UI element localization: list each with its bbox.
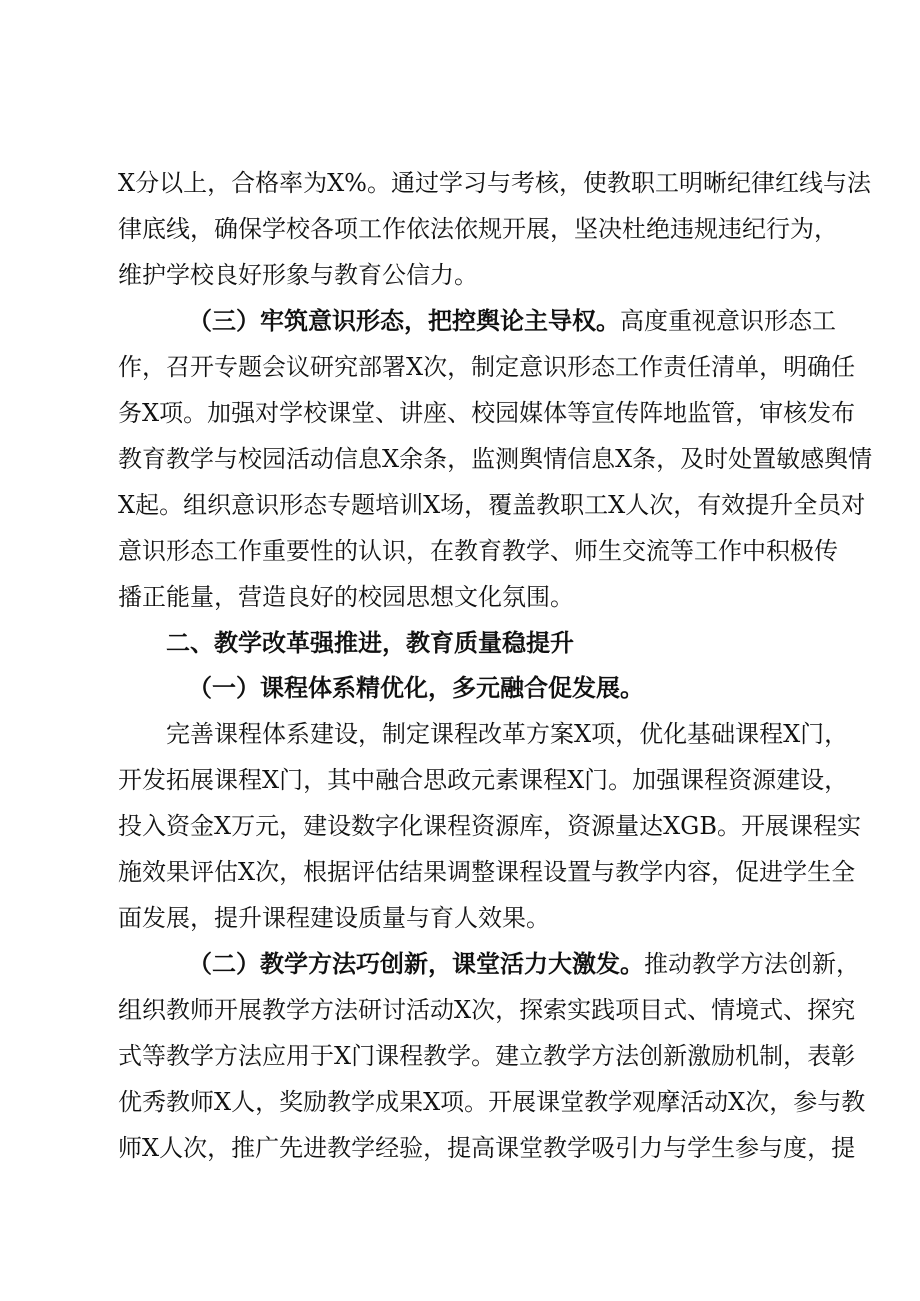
section-heading-line (166, 628, 818, 658)
line-text: X分以上，合格率为X%。通过学习与考核，使教职工明晰纪律红线与法 (118, 169, 871, 197)
body-line (118, 995, 856, 1025)
body-line (118, 352, 856, 382)
body-line (118, 444, 873, 474)
body-line (118, 765, 849, 795)
line-text: 律底线，确保学校各项工作依法依规开展，坚决杜绝违规违纪行为， (118, 215, 838, 243)
body-line (118, 490, 866, 520)
body-line (118, 582, 818, 612)
subsection-heading: （一）课程体系精优化，多元融合促发展。 (188, 673, 644, 702)
line-text: 师X人次，推广先进教学经验，提高课堂教学吸引力与学生参与度，提 (118, 1134, 856, 1162)
line-text: 意识形态工作重要性的认识，在教育教学、师生交流等工作中积极传 (118, 537, 838, 565)
line-text: 维护学校良好形象与教育公信力。 (118, 261, 478, 289)
subsection-heading-line (188, 306, 836, 336)
body-line (118, 536, 838, 566)
line-text: 投入资金X万元，建设数字化课程资源库，资源量达XGB。开展课程实 (118, 812, 861, 840)
body-line (118, 1041, 856, 1071)
line-text: 组织教师开展教学方法研讨活动X次，探索实践项目式、情境式、探究 (118, 996, 856, 1024)
subsection-heading: （二）教学方法巧创新，课堂活力大激发。 (188, 949, 644, 978)
line-text: 优秀教师X人，奖励教学成果X项。开展课堂教学观摩活动X次，参与教 (118, 1088, 866, 1116)
section-heading: 二、教学改革强推进，教育质量稳提升 (166, 628, 574, 657)
body-line (166, 719, 849, 749)
line-text: 施效果评估X次，根据评估结果调整课程设置与教学内容，促进学生全 (118, 858, 856, 886)
body-line (118, 811, 861, 841)
line-text: 教育教学与校园活动信息X余条，监测舆情信息X条，及时处置敏感舆情 (118, 445, 873, 473)
body-line (118, 398, 856, 428)
body-line (118, 168, 871, 198)
body-line (118, 857, 856, 887)
body-line (118, 214, 838, 244)
line-text: 播正能量，营造良好的校园思想文化氛围。 (118, 583, 574, 611)
line-text: 开发拓展课程X门，其中融合思政元素课程X门。加强课程资源建设， (118, 766, 849, 794)
line-text: 务X项。加强对学校课堂、讲座、校园媒体等宣传阵地监管，审核发布 (118, 399, 856, 427)
subsection-heading-line (188, 949, 860, 979)
line-text: 面发展，提升课程建设质量与育人效果。 (118, 904, 550, 932)
body-line (118, 903, 818, 933)
line-text: X起。组织意识形态专题培训X场，覆盖教职工X人次，有效提升全员对 (118, 491, 866, 519)
body-line (118, 1087, 866, 1117)
subsection-heading-line (188, 673, 818, 703)
body-line (118, 1133, 856, 1163)
line-text: 推动教学方法创新， (644, 950, 860, 978)
line-text: 作，召开专题会议研究部署X次，制定意识形态工作责任清单，明确任 (118, 353, 856, 381)
subsection-heading: （三）牢筑意识形态，把控舆论主导权。 (188, 306, 620, 335)
line-text: 式等教学方法应用于X门课程教学。建立教学方法创新激励机制，表彰 (118, 1042, 856, 1070)
line-text: 高度重视意识形态工 (620, 307, 836, 335)
body-line (118, 260, 818, 290)
line-text: 完善课程体系建设，制定课程改革方案X项，优化基础课程X门， (166, 720, 849, 748)
